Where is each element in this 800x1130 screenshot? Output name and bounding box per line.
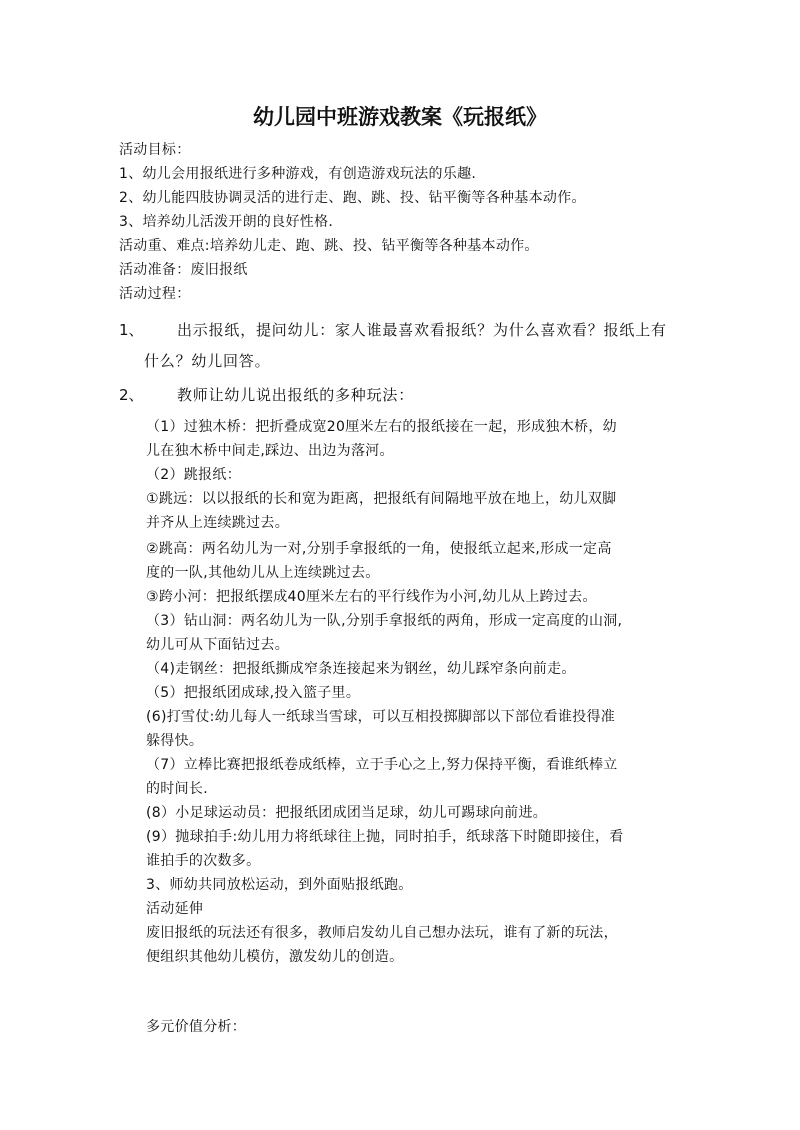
step-number: 2、	[119, 386, 144, 404]
activity-line: （1）过独木桥：把折叠成宽20厘米左右的报纸接在一起，形成独木桥，幼	[146, 419, 617, 435]
activity-line: （5）把报纸团成球,投入篮子里。	[146, 685, 361, 701]
activity-line: 度的一队,其他幼儿从上连续跳过去。	[146, 565, 380, 581]
step-text: 出示报纸，提问幼儿：家人谁最喜欢看报纸？为什么喜欢看？报纸上有	[177, 321, 667, 339]
extension-line: 废旧报纸的玩法还有很多，教师启发幼儿自己想办法玩，谁有了新的玩法，	[146, 925, 618, 941]
goal-line: 3、培养幼儿活泼开朗的良好性格.	[119, 214, 334, 230]
activity-line: (9）抛球拍手:幼儿用力将纸球往上抛，同时拍手，纸球落下时随即接住，看	[146, 829, 624, 845]
step-number: 1、	[119, 321, 144, 339]
goal-line: 2、幼儿能四肢协调灵活的进行走、跑、跳、投、钻平衡等各种基本动作。	[119, 190, 586, 206]
goals-heading: 活动目标：	[119, 142, 191, 158]
extension-line: 便组织其他幼儿模仿，激发幼儿的创造。	[146, 949, 404, 965]
extension-heading: 活动延伸	[146, 901, 204, 917]
activity-line: （2）跳报纸：	[146, 467, 242, 483]
activity-line: 3、师幼共同放松运动，到外面贴报纸跑。	[146, 877, 413, 893]
activity-line: 儿在独木桥中间走,踩边、出边为落河。	[146, 443, 394, 459]
key-points: 活动重、难点:培养幼儿走、跑、跳、投、钻平衡等各种基本动作。	[119, 238, 539, 254]
process-heading: 活动过程：	[119, 286, 191, 302]
activity-line: （4)走钢丝：把报纸撕成窄条连接起来为钢丝，幼儿踩窄条向前走。	[146, 661, 576, 677]
activity-line: 的时间长.	[146, 781, 208, 797]
activity-line: 幼儿可从下面钻过去。	[146, 637, 289, 653]
analysis-heading: 多元价值分析：	[146, 1019, 247, 1035]
document-title: 幼儿园中班游戏教案《玩报纸》	[253, 104, 547, 129]
step-text: 什么？幼儿回答。	[144, 352, 271, 370]
activity-line: 并齐从上连续跳过去。	[146, 515, 289, 531]
activity-line: ①跳远：以以报纸的长和宽为距离，把报纸有间隔地平放在地上，幼儿双脚	[146, 491, 617, 507]
activity-line: （3）钻山洞：两名幼儿为一队,分别手拿报纸的两角，形成一定高度的山洞,	[146, 613, 623, 629]
preparation: 活动准备：废旧报纸	[119, 262, 248, 278]
activity-line: 躲得快。	[146, 733, 204, 749]
activity-line: （7）立棒比赛把报纸卷成纸棒，立于手心之上,努力保持平衡，看谁纸棒立	[146, 757, 618, 773]
activity-line: 谁拍手的次数多。	[146, 853, 261, 869]
activity-line: (6)打雪仗:幼儿每人一纸球当雪球，可以互相投掷脚部以下部位看谁投得准	[146, 709, 616, 725]
step-text: 教师让幼儿说出报纸的多种玩法：	[177, 386, 415, 404]
activity-line: ②跳高：两名幼儿为一对,分别手拿报纸的一角，使报纸立起来,形成一定高	[146, 541, 612, 557]
activity-line: (8）小足球运动员：把报纸团成团当足球，幼儿可踢球向前进。	[146, 805, 548, 821]
goal-line: 1、幼儿会用报纸进行多种游戏，有创造游戏玩法的乐趣.	[119, 166, 477, 182]
activity-line: ③跨小河：把报纸摆成40厘米左右的平行线作为小河,幼儿从上跨过去。	[146, 589, 597, 605]
